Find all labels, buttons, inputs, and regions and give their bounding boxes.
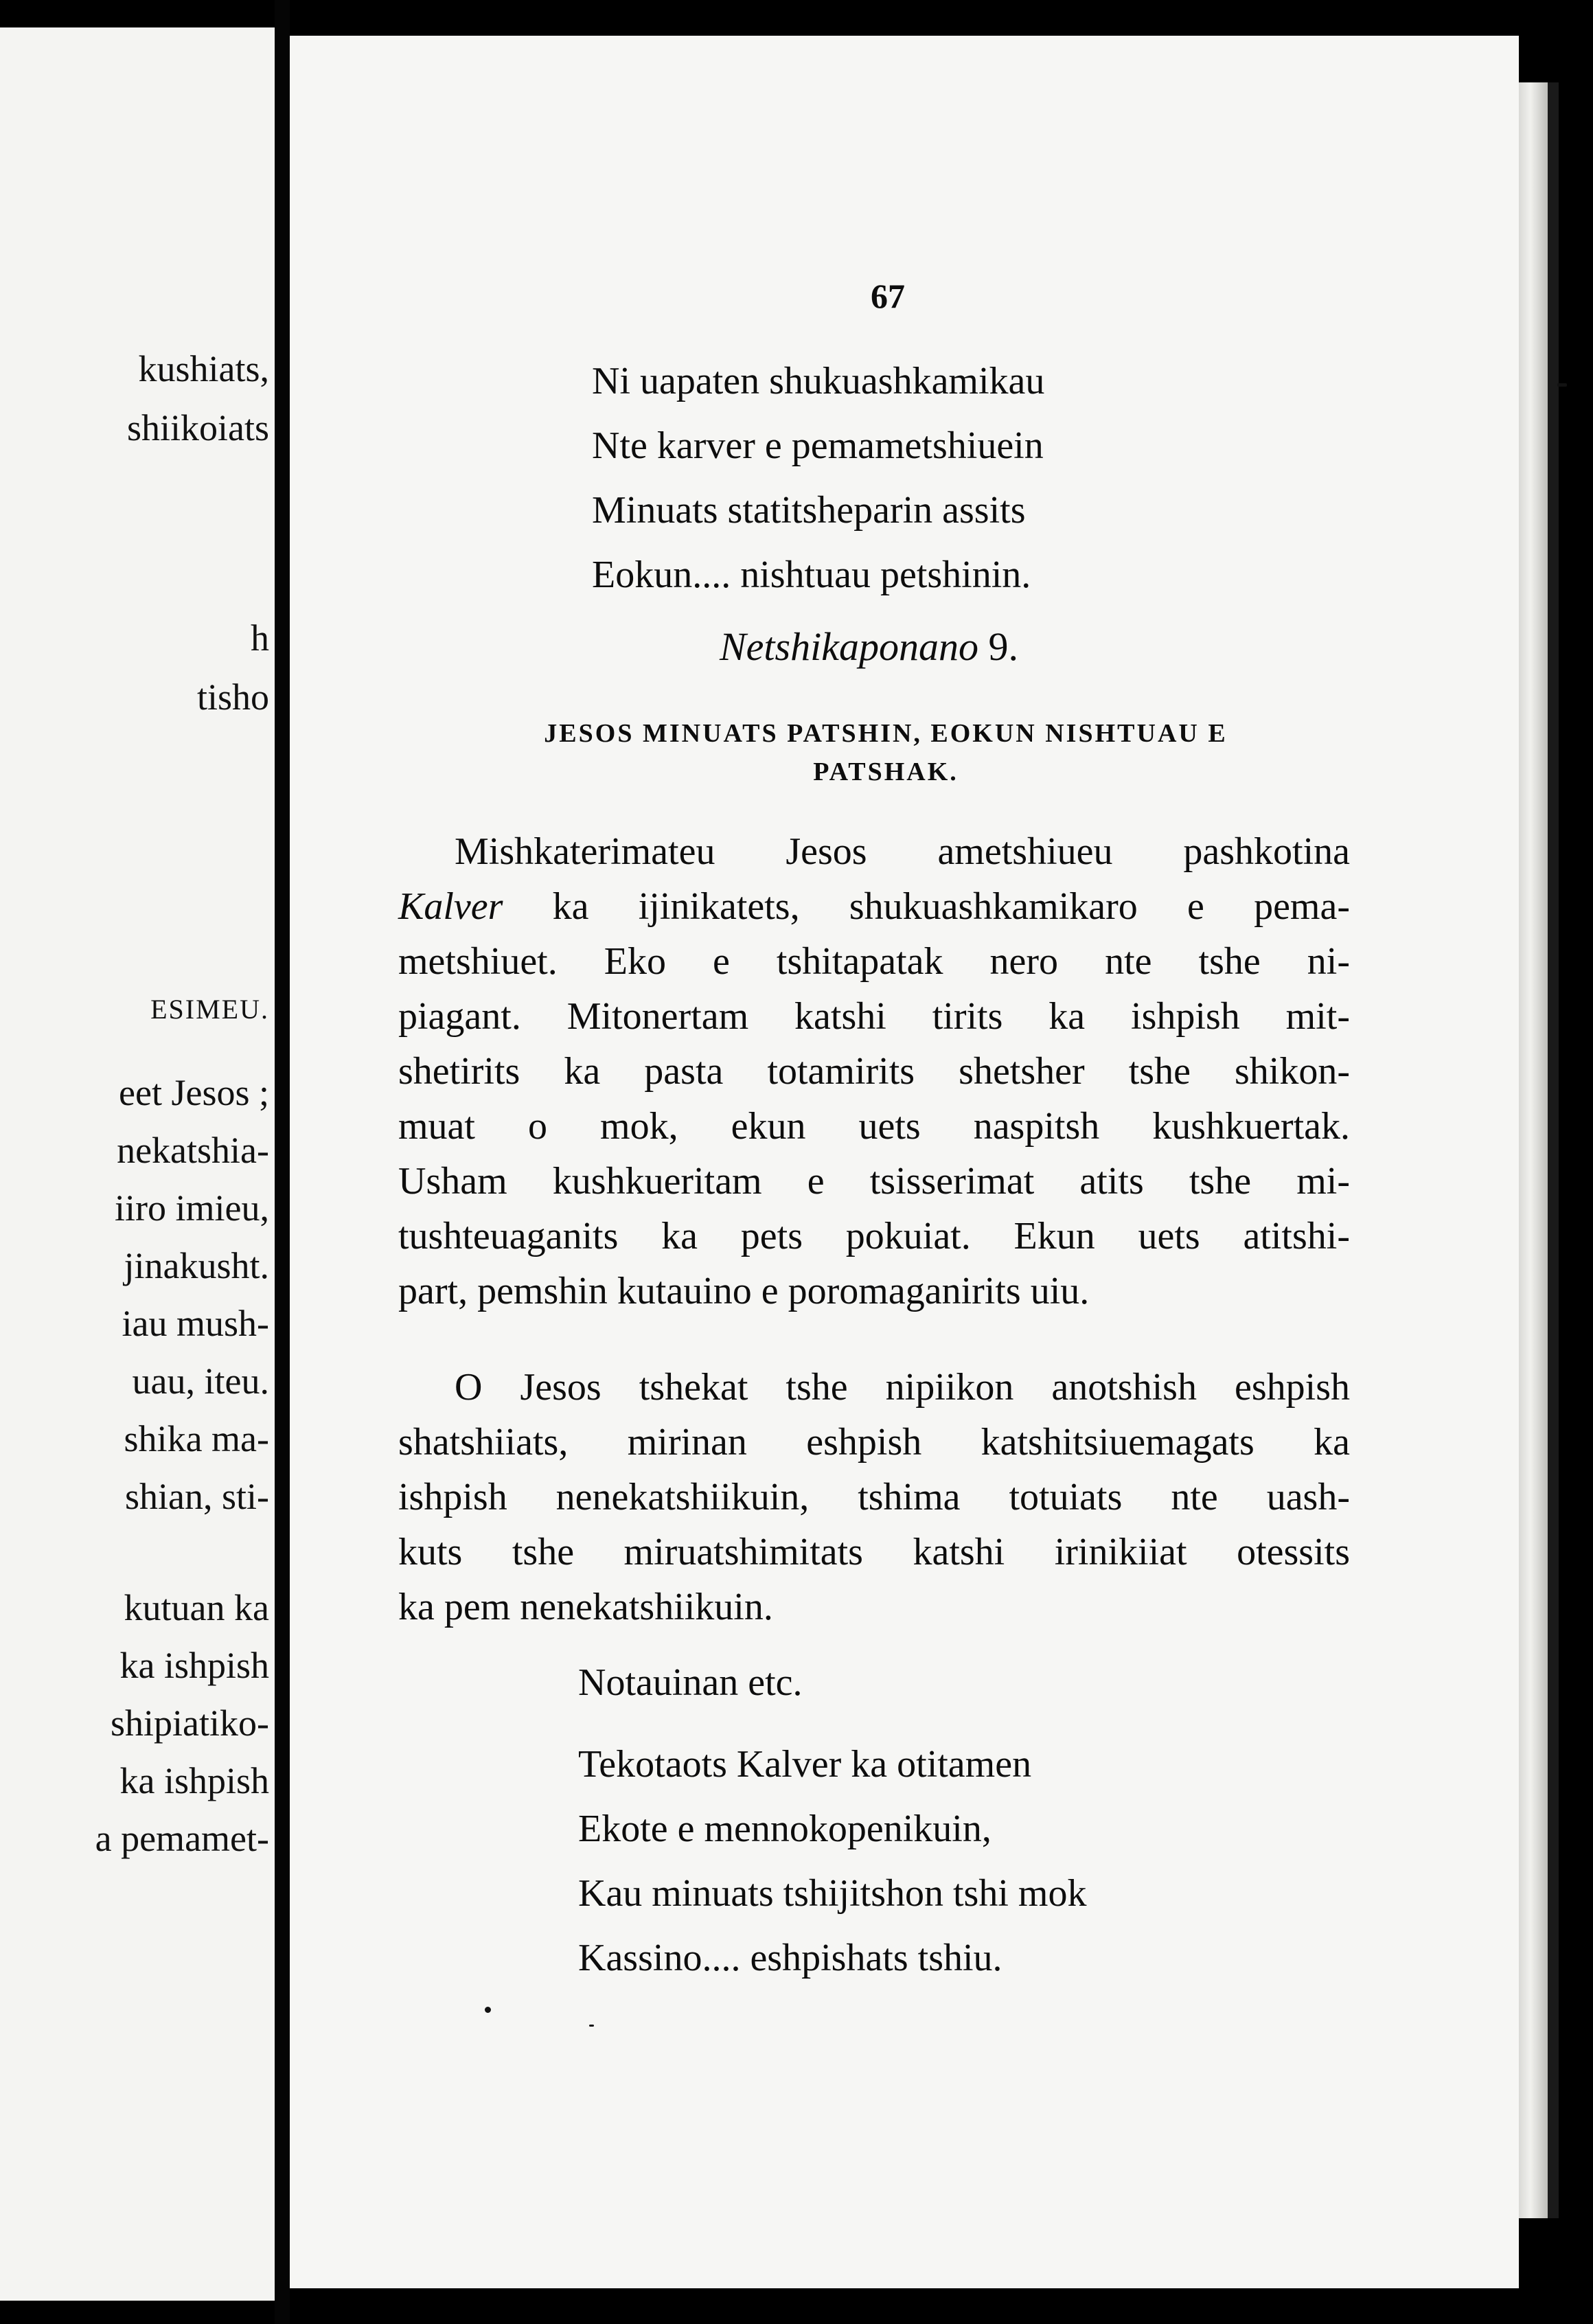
paragraph-2 bbox=[398, 1360, 1350, 1634]
prose-line: tushteuaganits ka pets pokuiat. Ekun uets atitshi- bbox=[398, 1215, 1350, 1257]
prose-line: part, pemshin kutauino e poromaganirits uiu. bbox=[398, 1270, 1090, 1312]
left-fragment-line: iau mush- bbox=[122, 1303, 269, 1344]
left-fragment-line: uau, iteu. bbox=[132, 1360, 269, 1402]
prose-line: Usham kushkueritam e tsisserimat atits tshe mi- bbox=[398, 1160, 1350, 1203]
prose-line: ishpish nenekatshiikuin, tshima totuiats nte uash- bbox=[398, 1476, 1350, 1518]
left-fragment-line: shian, sti- bbox=[125, 1476, 269, 1517]
section-heading bbox=[439, 714, 1332, 791]
left-fragment-line: a pemamet- bbox=[95, 1818, 269, 1859]
prose-line: muat o mok, ekun uets naspitsh kushkuertak. bbox=[398, 1105, 1350, 1148]
prose-line: Kalver ka ijinikatets, shukuashkamikaro e pema- bbox=[398, 885, 1350, 928]
left-fragment-line: nekatshia- bbox=[117, 1130, 269, 1171]
verse-line: Tekotaots Kalver ka otitamen bbox=[578, 1743, 1032, 1786]
ink-speck bbox=[1557, 383, 1567, 387]
prose-line: piagant. Mitonertam katshi tirits ka ishpish mit- bbox=[398, 995, 1350, 1038]
left-fragment-line: iiro imieu, bbox=[115, 1187, 269, 1229]
left-fragment-line: eet Jesos ; bbox=[119, 1072, 269, 1113]
prose-line: shatshiiats, mirinan eshpish katshitsiuemagats ka bbox=[398, 1421, 1350, 1463]
left-fragment-line: shipiatiko- bbox=[111, 1702, 269, 1744]
verse-line: Ni uapaten shukuashkamikau bbox=[592, 360, 1045, 402]
left-fragment-line: shika ma- bbox=[124, 1418, 269, 1459]
left-fragment-line: ka ishpish bbox=[119, 1645, 269, 1686]
paragraph-1 bbox=[398, 824, 1350, 1319]
ink-speck bbox=[485, 2007, 491, 2013]
chorus-reference: Notauinan etc. bbox=[578, 1661, 803, 1704]
prose-line: ka pem nenekatshiikuin. bbox=[398, 1586, 773, 1628]
left-fragment-line: jinakusht. bbox=[124, 1245, 269, 1286]
prose-line: kuts tshe miruatshimitats katshi irinikiiat otessits bbox=[398, 1531, 1350, 1573]
heading-line: PATSHAK. bbox=[813, 757, 959, 786]
left-fragment-line: kushiats, bbox=[138, 348, 269, 389]
verse-line: Nte karver e pemametshiuein bbox=[592, 424, 1044, 467]
verse-line: Minuats statitsheparin assits bbox=[592, 489, 1026, 532]
prose-line: metshiuet. Eko e tshitapatak nero nte tshe ni- bbox=[398, 940, 1350, 983]
left-fragment-line: ESIMEU. bbox=[150, 994, 269, 1025]
verse-line: Ekote e mennokopenikuin, bbox=[578, 1808, 992, 1850]
left-fragment-line: shiikoiats bbox=[126, 407, 269, 448]
verse-line: Kau minuats tshijitshon tshi mok bbox=[578, 1872, 1087, 1915]
italic-word: Kalver bbox=[398, 885, 503, 928]
hymn-number: 9. bbox=[988, 624, 1018, 669]
prose-line: O Jesos tshekat tshe nipiikon anotshish eshpish bbox=[455, 1366, 1350, 1409]
left-fragment-line: ka ishpish bbox=[119, 1760, 269, 1801]
prose-line: Mishkaterimateu Jesos ametshiueu pashkotina bbox=[455, 830, 1350, 873]
ink-speck bbox=[589, 2025, 594, 2027]
left-fragment-line: tisho bbox=[196, 676, 269, 718]
hymn-title bbox=[720, 624, 1018, 670]
verse-top bbox=[592, 349, 1044, 607]
hymn-title-text: Netshikaponano bbox=[720, 624, 978, 669]
left-fragment-line: h bbox=[251, 617, 269, 659]
left-fragment-line: kutuan ka bbox=[124, 1587, 269, 1628]
verse-line: Eokun.... nishtuau petshinin. bbox=[592, 554, 1031, 596]
verse-bottom bbox=[578, 1732, 1086, 1990]
prose-line: shetirits ka pasta totamirits shetsher tshe shikon- bbox=[398, 1050, 1350, 1093]
verse-line: Kassino.... eshpishats tshiu. bbox=[578, 1937, 1002, 1979]
page-number: 67 bbox=[871, 277, 905, 315]
heading-line: JESOS MINUATS PATSHIN, EOKUN NISHTUAU E bbox=[544, 719, 1228, 748]
